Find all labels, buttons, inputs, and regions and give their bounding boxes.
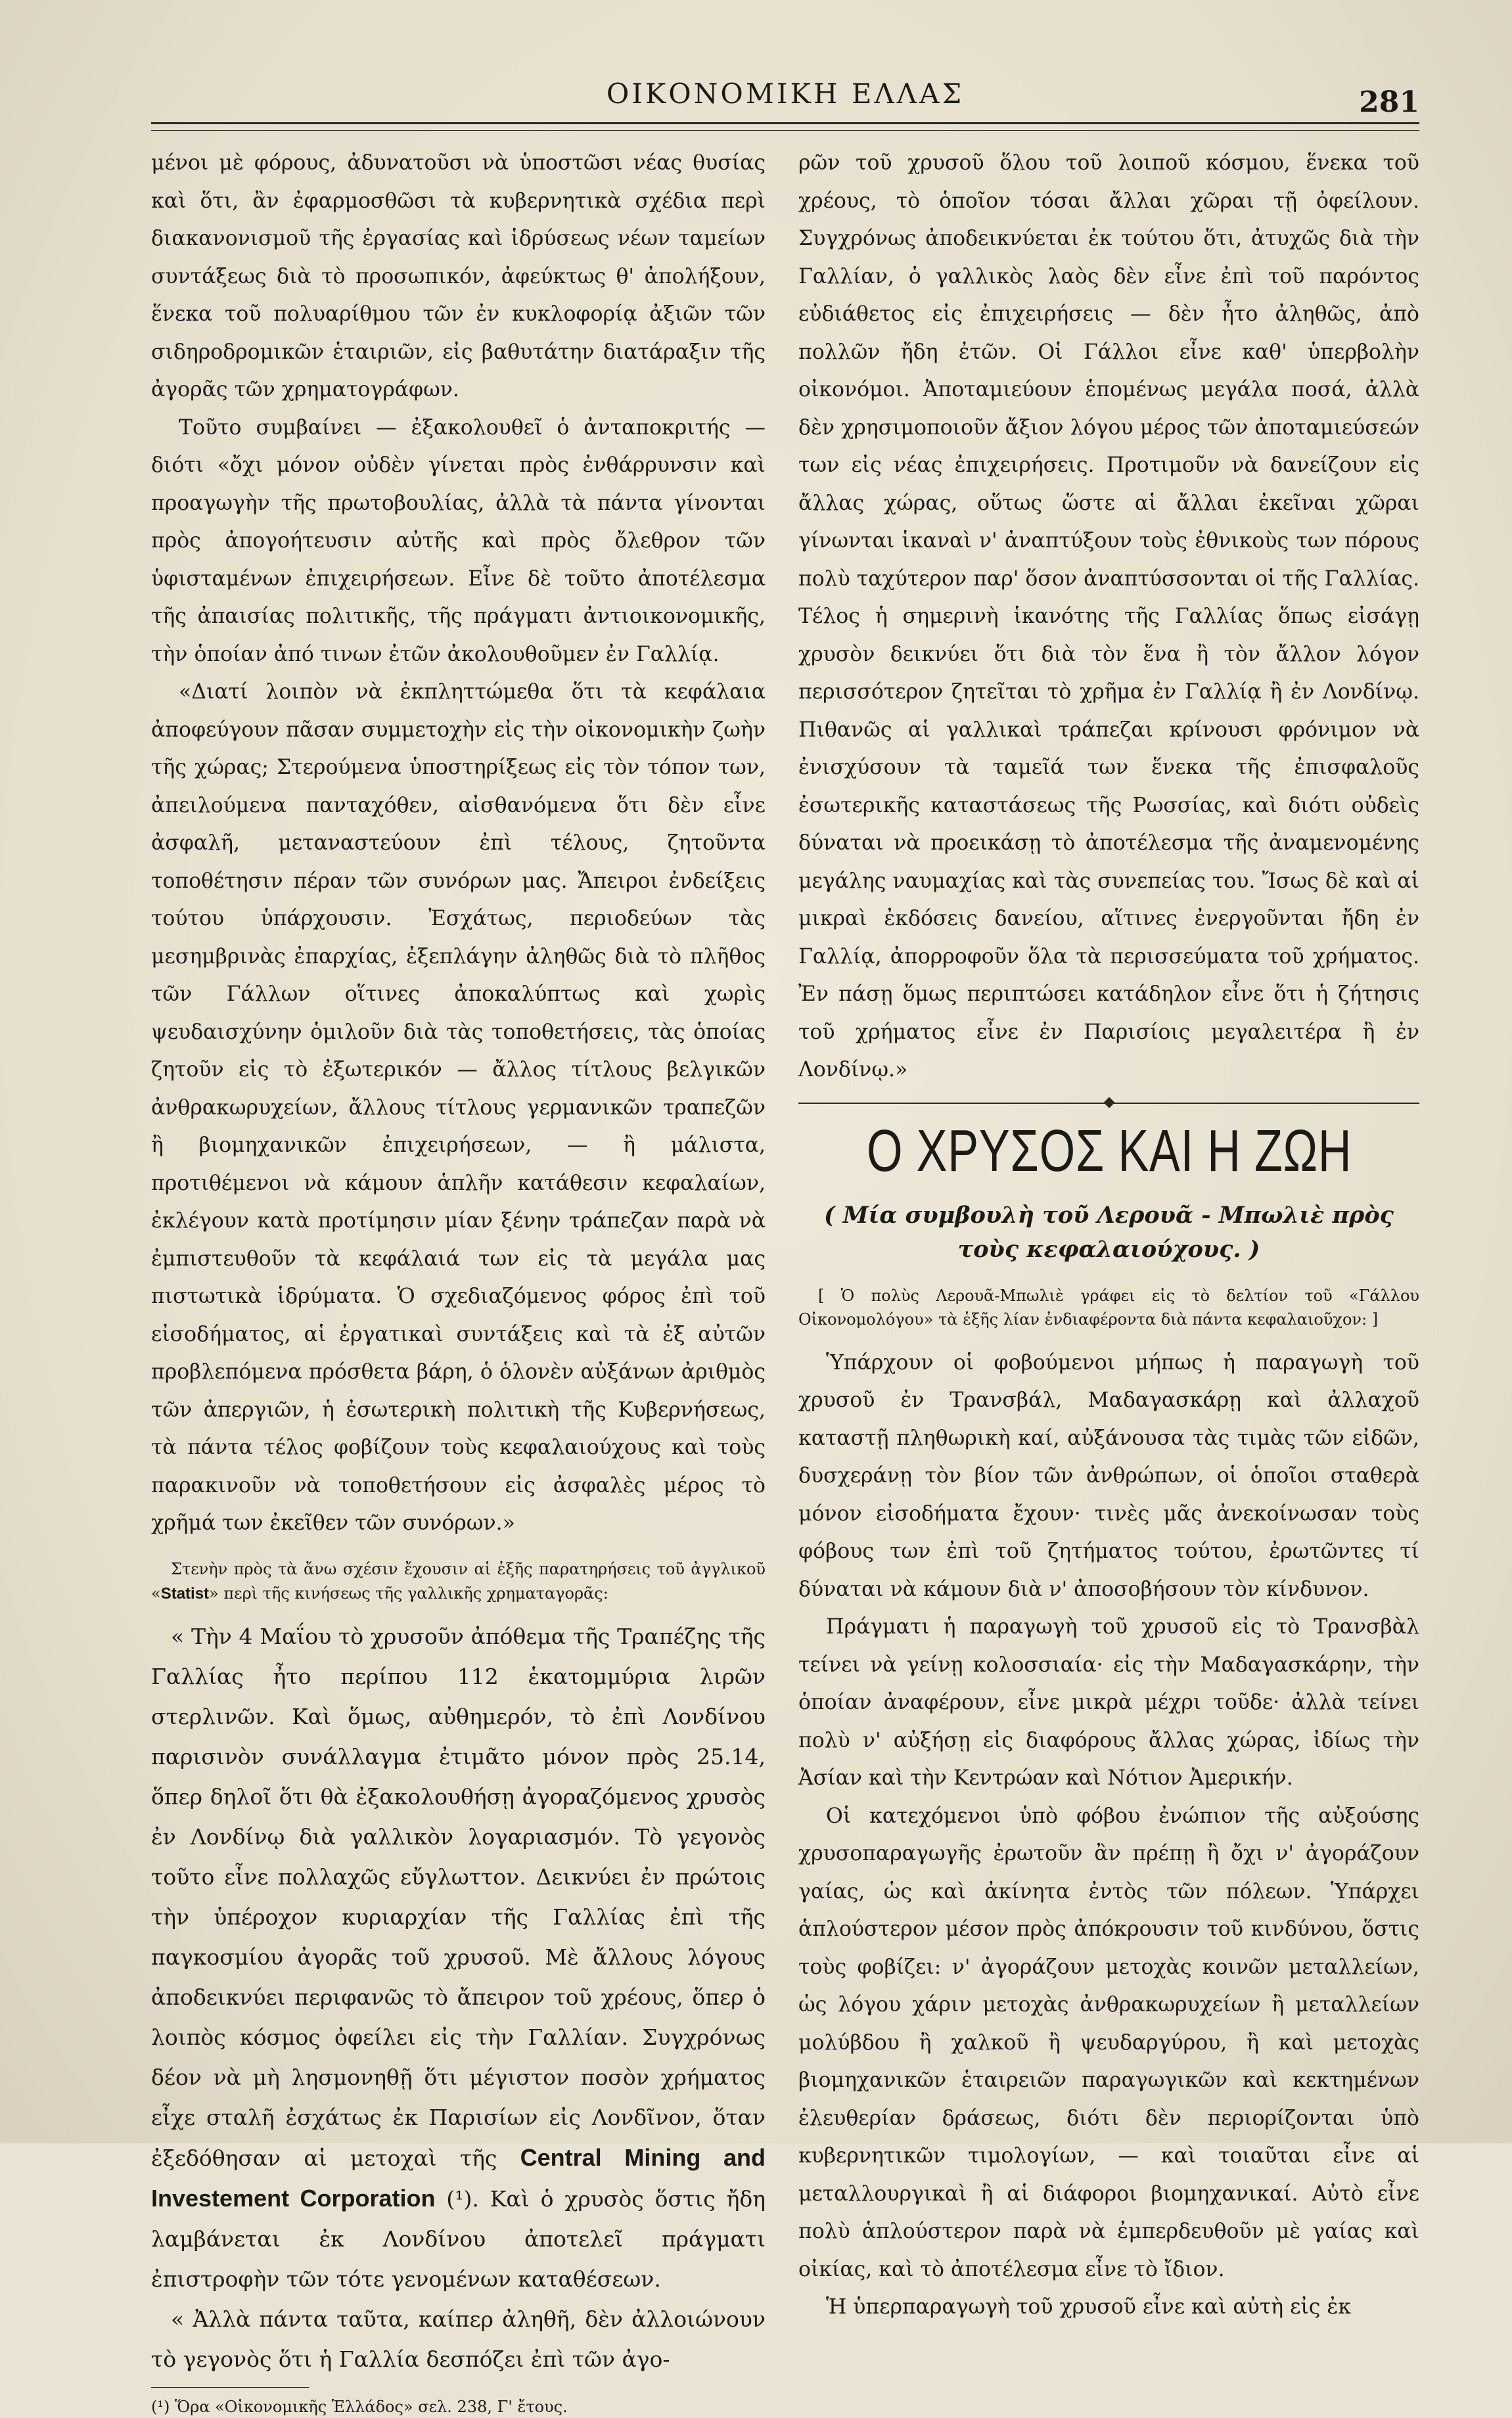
editor-note: [ Ὁ πολὺς Λερουᾶ-Μπωλιὲ γράφει εἰς τὸ δελτίον τοῦ «Γάλλου Οἰκονομολόγου» τὰ ἑξῆς λίαν ἐνδιαφέροντα διὰ πάντα κεφαλαιοῦχον: ] [798, 1286, 1419, 1329]
paragraph: Πράγματι ἡ παραγωγὴ τοῦ χρυσοῦ εἰς τὸ Τρανσβὰλ τείνει νὰ γείνῃ κολοσσιαία· εἰς τὴν Μαδαγασκάρην, τὴν ὁποίαν ἀναφέρουν, εἶνε μικρὰ μέχρι τοῦδε· ἀλλὰ τείνει πολὺ ν' αὐξήσῃ εἰς διαφόρους ἄλλας χώρας, ἰδίως τὴν Ἀσίαν καὶ τὴν Κεντρώαν καὶ Νότιον Ἀμερικήν. [798, 1615, 1419, 1790]
divider-diamond-icon [1103, 1097, 1114, 1108]
header-rule-thin [151, 130, 1419, 131]
footnote: (¹) Ὅρα «Οἰκονομικῆς Ἑλλάδος» σελ. 238, Γ' ἔτους. [151, 2397, 568, 2416]
paragraph: ρῶν τοῦ χρυσοῦ ὅλου τοῦ λοιποῦ κόσμου, ἕνεκα τοῦ χρέους, τὸ ὁποῖον τόσαι ἄλλαι χῶραι τῇ ὀφείλουν. Συγχρόνως ἀποδεικνύεται ἐκ τούτου ὅτι, ἀτυχῶς διὰ τὴν Γαλλίαν, ὁ γαλλικὸς λαὸς δὲν εἶνε ἐπὶ τοῦ παρόντος εὐδιάθετος εἰς ἐπιχειρήσεις — δὲν ἦτο ἀληθῶς, ἀπὸ πολλῶν ἤδη ἐτῶν. Οἱ Γάλλοι εἶνε καθ' ὑπερβολὴν οἰκονόμοι. Ἀποταμιεύουν ἑπομένως μεγάλα ποσά, ἀλλὰ δὲν χρησιμοποιοῦν ἄξιον λόγου μέρος τῶν ἀποταμιεύσεών των εἰς νέας ἐπιχειρήσεις. Προτιμοῦν νὰ δανείζουν εἰς ἄλλας χώρας, οὕτως ὥστε αἱ ἄλλαι ἐκεῖναι χῶραι γίνωνται ἱκαναὶ ν' ἀναπτύξουν τοὺς ἐθνικοὺς των πόρους πολὺ ταχύτερον παρ' ὅσον ἀναπτύσσονται οἱ τῆς Γαλλίας. Τέλος ἡ σημερινὴ ἱκανότης τῆς Γαλλίας ὅπως εἰσάγῃ χρυσὸν δεικνύει ὅτι διὰ τὸν ἕνα ἢ τὸν ἄλλον λόγον περισσότερον ζητεῖται τὸ χρῆμα ἐν Γαλλίᾳ ἢ ἐν Λονδίνῳ. Πιθανῶς αἱ γαλλικαὶ τράπεζαι κρίνουσι φρόνιμον νὰ ἐνισχύσουν τὰ ταμεῖά των ἕνεκα τῆς ἐπισφαλοῦς ἐσωτερικῆς καταστάσεως τῆς Ρωσσίας, καὶ διότι οὐδεὶς δύναται νὰ προεικάσῃ τὸ ἀποτέλεσμα τῆς ἀναμενομένης μεγάλης ναυμαχίας καὶ τὰς συνεπείας του. Ἴσως δὲ καὶ αἱ μικραὶ ἐκδόσεις δανείου, αἵτινες ἐνεργοῦνται ἤδη ἐν Γαλλίᾳ, ἀπορροφοῦν ὅλα τὰ περισσεύματα τοῦ χρήματος. Ἐν πάσῃ ὅμως περιπτώσει κατάδηλον εἶνε ὅτι ἡ ζήτησις τοῦ χρήματος εἶνε ἐν Παρισίοις μεγαλειτέρα ἢ ἐν Λονδίνῳ.» [798, 151, 1419, 1082]
article-subtitle: ( Μία συμβουλὴ τοῦ Λερουᾶ - Μπωλιὲ πρὸς τοὺς κεφαλαιούχους. ) [823, 1201, 1394, 1263]
paragraph: «Διατί λοιπὸν νὰ ἐκπληττώμεθα ὅτι τὰ κεφάλαια ἀποφεύγουν πᾶσαν συμμετοχὴν εἰς τὴν οἰκονομικὴν ζωὴν τῆς χώρας; Στερούμενα ὑποστηρίξεως εἰς τὸν τόπον των, ἀπειλούμενα πανταχόθεν, αἰσθανόμενα ὅτι δὲν εἶνε ἀσφαλῆ, μεταναστεύουν ἐπὶ τέλους, ζητοῦντα τοποθέτησιν πέραν τῶν συνόρων μας. Ἄπειροι ἐνδείξεις τούτου ὑπάρχουσιν. Ἐσχάτως, περιοδεύων τὰς μεσημβρινὰς ἐπαρχίας, ἐξεπλάγην ἀληθῶς διὰ τὸ πλῆθος τῶν Γάλλων οἵτινες ἀποκαλύπτως καὶ χωρὶς ψευδαισχύνην ὁμιλοῦν διὰ τὰς τοποθετήσεις, τὰς ὁποίας ζητοῦν εἰς τὸ ἐξωτερικόν — ἄλλος τίτλους βελγικῶν ἀνθρακωρυχείων, ἄλλους τίτλους γερμανικῶν τραπεζῶν ἢ βιομηχανικῶν ἐπιχειρήσεων, — ἢ μάλιστα, προτιθέμενοι νὰ κάμουν ἁπλῆν κατάθεσιν κεφαλαίων, ἐκλέγουν κατὰ προτίμησιν μίαν ξένην τράπεζαν παρὰ νὰ ἐμπιστευθοῦν τὰ κεφάλαιά των εἰς τὰ μεγάλα μας πιστωτικὰ ἱδρύματα. Ὁ σχεδιαζόμενος φόρος ἐπὶ τοῦ εἰσοδήματος, αἱ ἐργατικαὶ συντάξεις καὶ τὰ ἐξ αὐτῶν προβλεπόμενα πρόσθετα βάρη, ὁ ὁλονὲν αὐξάνων ἀριθμὸς τῶν ἀπεργιῶν, ἡ ἐσωτερικὴ πολιτικὴ τῆς Κυβερνήσεως, τὰ πάντα τέλος φοβίζουν τοὺς κεφαλαιούχους καὶ τοὺς παρακινοῦν νὰ τοποθετήσουν εἰς ἀσφαλὲς μέρος τὸ χρῆμά των ἐκεῖθεν τῶν συνόρων.» [151, 680, 766, 1535]
quote-introduction-text: Στενὴν πρὸς τὰ ἄνω σχέσιν ἔχουσιν αἱ ἑξῆς παρατηρήσεις τοῦ ἀγγλικοῦ « [151, 1559, 766, 1603]
quoted-text: (¹). Καὶ ὁ χρυσὸς ὅστις ἤδη λαμβάνεται ἐκ Λονδίνου ἀποτελεῖ πράγματι ἐπιστροφὴν τῶν τότε γενομένων καταθέσεων. [151, 2185, 766, 2292]
paragraph: Ἡ ὑπερπαραγωγὴ τοῦ χρυσοῦ εἶνε καὶ αὐτὴ εἰς ἐκ [826, 2295, 1352, 2319]
section-divider [798, 1095, 1419, 1112]
publication-name: Statist [160, 1584, 210, 1603]
page-number: 281 [1359, 85, 1419, 119]
quote-introduction-text: » περὶ τῆς κινήσεως τῆς γαλλικῆς χρηματαγορᾶς: [209, 1584, 608, 1603]
paragraph: Οἱ κατεχόμενοι ὑπὸ φόβου ἐνώπιον τῆς αὐξούσης χρυσοπαραγωγῆς ἐρωτοῦν ἂν πρέπῃ ἢ ὄχι ν' ἀγοράζουν γαίας, ὡς καὶ ἀκίνητα ἐντὸς τῶν πόλεων. Ὑπάρχει ἁπλούστερον μέσον πρὸς ἀπόκρουσιν τοῦ κινδύνου, ὅστις τοὺς φοβίζει: ν' ἀγοράζουν μετοχὰς κοινῶν μεταλλείων, ὡς λόγου χάριν μετοχὰς ἀνθρακωρυχείων ἢ μεταλλείων μολύβδου ἢ χαλκοῦ ἢ ψευδαργύρου, ἢ καὶ μετοχὰς βιομηχανικῶν ἑταιρειῶν παραγωγικῶν καὶ κεκτημένων ἐλευθερίαν δράσεως, διότι δὲν περιορίζονται ὑπὸ κυβερνητικῶν τιμολογίων, — καὶ τοιαῦται εἶνε αἱ μεταλλουργικαὶ ἢ αἱ διάφοροι βιομηχανικαί. Αὐτὸ εἶνε πολὺ ἁπλούστερον παρὰ νὰ ἐμπερδευθοῦν μὲ γαίας καὶ οἰκίας, καὶ τὸ ἀποτέλεσμα εἶνε τὸ ἴδιον. [798, 1804, 1419, 2281]
left-column [151, 145, 766, 2418]
company-name: Central Mining and Investement Corporation [151, 2143, 766, 2212]
quoted-paragraph [151, 1616, 766, 2299]
running-title: ΟΙΚΟΝΟΜΙΚΗ ΕΛΛΑΣ [606, 78, 965, 110]
quote-introduction [151, 1557, 766, 1606]
paragraph: Ὑπάρχουν οἱ φοβούμενοι μήπως ἡ παραγωγὴ τοῦ χρυσοῦ ἐν Τρανσβάλ, Μαδαγασκάρῃ καὶ ἀλλαχοῦ καταστῇ πληθωρικὴ καί, αὐξάνουσα τὰς τιμὰς τῶν εἰδῶν, δυσχεράνῃ τὸν βίον τῶν ἀνθρώπων, οἱ ὁποῖοι σταθερὰ μόνον εἰσοδήματα ἔχουν· τινὲς μᾶς ἀνεκοίνωσαν τοὺς φόβους των ἐπὶ τοῦ ζητήματος τούτου, ἐρωτῶντες τί δύναται νὰ κάμουν διὰ ν' ἀποσοβήσουν τὸν κίνδυνον. [798, 1350, 1419, 1601]
paragraph: μένοι μὲ φόρους, ἀδυνατοῦσι νὰ ὑποστῶσι νέας θυσίας καὶ ὅτι, ἂν ἐφαρμοσθῶσι τὰ κυβερνητικὰ σχέδια περὶ διακανονισμοῦ τῆς ἐργασίας καὶ ἱδρύσεως νέων ταμείων συντάξεως διὰ τὸ προσωπικόν, ἀφεύκτως θ' ἀπολήξουν, ἕνεκα τοῦ πολυαρίθμου τῶν ἐν κυκλοφορίᾳ ἀξιῶν τῶν σιδηροδρομικῶν ἑταιριῶν, εἰς βαθυτάτην διατάραξιν τῆς ἀγορᾶς τῶν χρηματογράφων. [151, 151, 766, 401]
footnote-rule [151, 2387, 309, 2388]
paragraph: Τοῦτο συμβαίνει — ἐξακολουθεῖ ὁ ἀνταποκριτής — διότι «ὄχι μόνον οὐδὲν γίνεται πρὸς ἐνθάρρυνσιν καὶ προαγωγὴν τῆς πρωτοβουλίας, ἀλλὰ τὰ πάντα γίνονται πρὸς ἀπογοήτευσιν αὐτῆς καὶ πρὸς ὄλεθρον τῶν ὑφισταμένων ἐπιχειρήσεων. Εἶνε δὲ τοῦτο ἀποτέλεσμα τῆς ἀπαισίας πολιτικῆς, τῆς πράγματι ἀντιοικονομικῆς, τὴν ὁποίαν ἀπό τινων ἐτῶν ἀκολουθοῦμεν ἐν Γαλλίᾳ. [151, 415, 766, 666]
article-title: Ο ΧΡΥΣΟΣ ΚΑΙ Η ΖΩΗ [866, 1118, 1352, 1184]
right-column [798, 145, 1419, 2327]
quoted-paragraph: « Ἀλλὰ πάντα ταῦτα, καίπερ ἀληθῆ, δὲν ἀλλοιώνουν τὸ γεγονὸς ὅτι ἡ Γαλλία δεσπόζει ἐπὶ τῶν ἀγο- [151, 2306, 766, 2372]
header-rule-thick [151, 122, 1419, 124]
quoted-text: « Τὴν 4 Μαΐου τὸ χρυσοῦν ἀπόθεμα τῆς Τραπέζης τῆς Γαλλίας ἦτο περίπου 112 ἑκατομμύρια λιρῶν στερλινῶν. Καὶ ὅμως, αὐθημερόν, τὸ ἐπὶ Λονδίνου παρισινὸν συνάλλαγμα ἐτιμᾶτο μόνον πρὸς 25.14, ὅπερ δηλοῖ ὅτι θὰ ἐξακολουθήσῃ ἀγοραζόμενος χρυσὸς ἐν Λονδίνῳ διὰ γαλλικὸν λογαριασμόν. Τὸ γεγονὸς τοῦτο εἶνε πολλαχῶς εὔγλωττον. Δεικνύει ἐν πρώτοις τὴν ὑπέροχον κυριαρχίαν τῆς Γαλλίας ἐπὶ τῆς παγκοσμίου ἀγορᾶς τοῦ χρυσοῦ. Μὲ ἄλλους λόγους ἀποδεικνύει περιφανῶς τὸ ἄπειρον τοῦ χρέους, ὅπερ ὁ λοιπὸς κόσμος ὀφείλει εἰς τὴν Γαλλίαν. Συγχρόνως δέον νὰ μὴ λησμονηθῇ ὅτι μέγιστον ποσὸν χρήματος εἶχε σταλῆ ἐσχάτως ἐκ Παρισίων εἰς Λονδῖνον, ὅταν ἐξεδόθησαν αἱ μετοχαὶ τῆς [151, 1623, 766, 2171]
page-header [151, 66, 1419, 131]
